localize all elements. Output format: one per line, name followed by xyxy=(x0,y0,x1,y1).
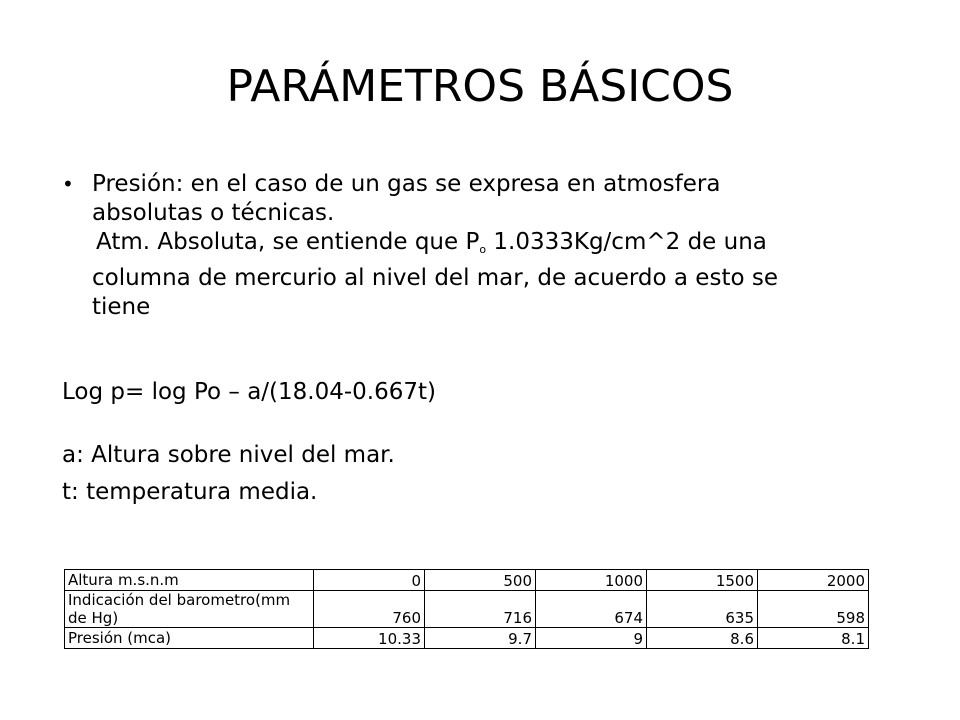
table-cell: 716 xyxy=(425,591,536,628)
table-cell: 9 xyxy=(536,628,647,649)
atm-text-b: 1.0333Kg/cm^2 de una xyxy=(486,229,767,255)
atm-paragraph-line-2: columna de mercurio al nivel del mar, de acuerdo a esto se xyxy=(92,265,778,291)
atm-paragraph-line-1 xyxy=(92,228,882,264)
definition-t: t: temperatura media. xyxy=(62,479,318,505)
table-cell: 500 xyxy=(425,570,536,591)
atm-text-a: Atm. Absoluta, se entiende que P xyxy=(96,229,480,255)
row-label-line-2: de Hg) xyxy=(68,609,119,627)
table-cell: 10.33 xyxy=(314,628,425,649)
row-label xyxy=(65,591,314,628)
table-row xyxy=(65,628,869,649)
table-cell: 8.1 xyxy=(758,628,869,649)
slide-body xyxy=(62,170,882,507)
bullet-line-2: absolutas o técnicas. xyxy=(92,200,335,226)
table-cell: 1000 xyxy=(536,570,647,591)
atm-paragraph-line-3: tiene xyxy=(92,294,151,320)
row-label: Altura m.s.n.m xyxy=(65,570,314,591)
bullet-dot: • xyxy=(62,172,74,196)
definition-a: a: Altura sobre nivel del mar. xyxy=(62,442,395,468)
row-label-line-1: Indicación del barometro(mm xyxy=(68,591,291,609)
table-cell: 635 xyxy=(647,591,758,628)
bullet-line-1: Presión: en el caso de un gas se expresa en atmosfera xyxy=(92,171,721,197)
table-cell: 9.7 xyxy=(425,628,536,649)
bullet-item xyxy=(62,170,882,322)
table-cell: 0 xyxy=(314,570,425,591)
table-cell: 2000 xyxy=(758,570,869,591)
barometer-table xyxy=(64,569,869,649)
table-row xyxy=(65,570,869,591)
atm-subscript: o xyxy=(479,243,487,256)
table-cell: 760 xyxy=(314,591,425,628)
table-cell: 1500 xyxy=(647,570,758,591)
formula-text: Log p= log Po – a/(18.04-0.667t) xyxy=(62,379,436,405)
row-label: Presión (mca) xyxy=(65,628,314,649)
table-row xyxy=(65,591,869,628)
table-cell: 674 xyxy=(536,591,647,628)
table-cell: 598 xyxy=(758,591,869,628)
table-cell: 8.6 xyxy=(647,628,758,649)
slide-title: PARÁMETROS BÁSICOS xyxy=(226,61,734,112)
